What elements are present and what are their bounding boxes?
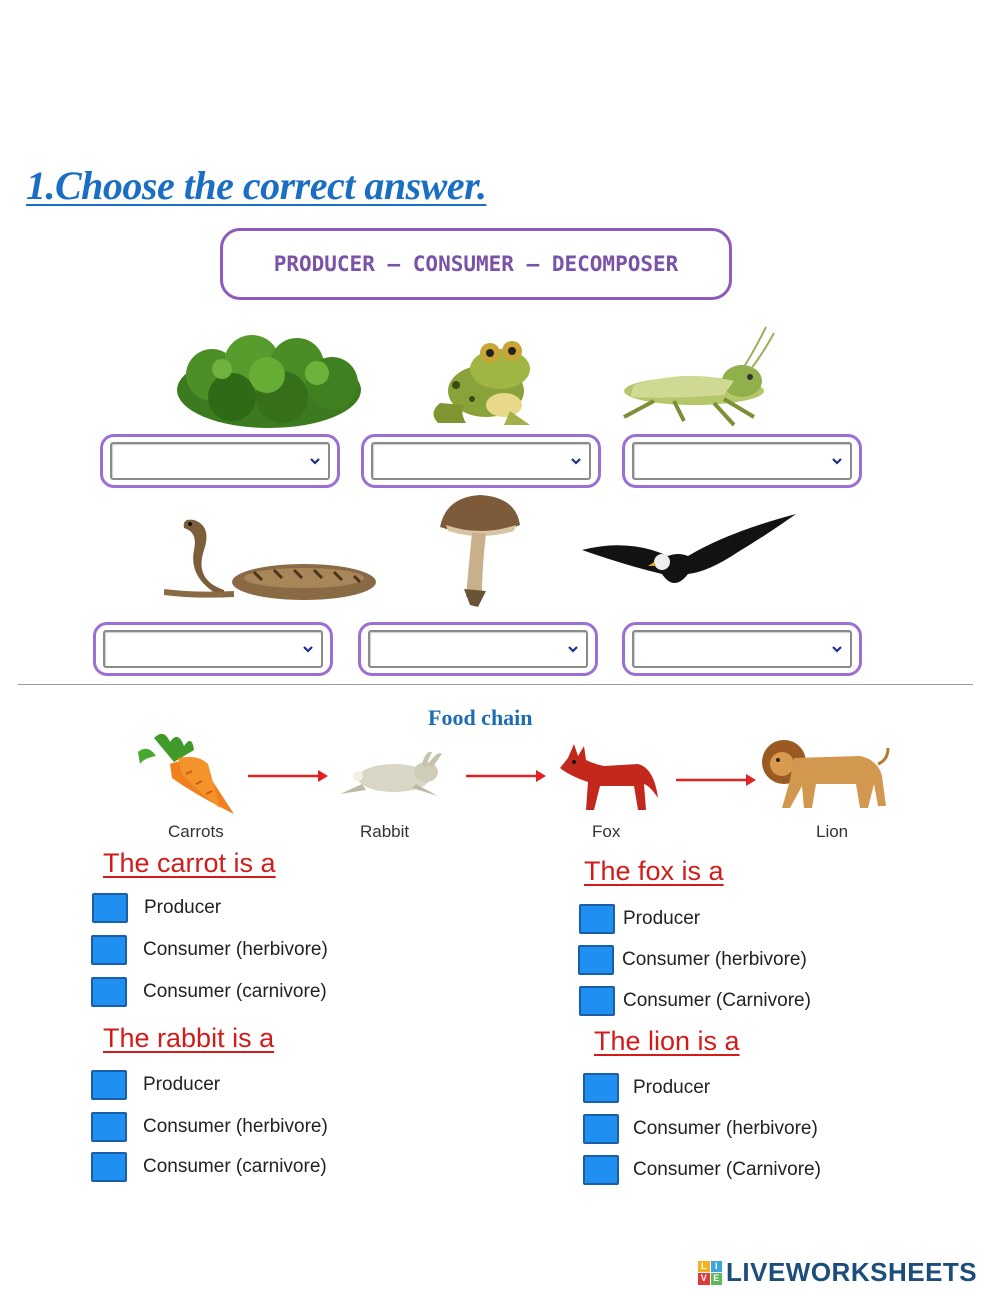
chevron-down-icon bbox=[302, 644, 314, 654]
exercise-title: 1.Choose the correct answer. bbox=[26, 163, 487, 208]
answer-dropdown-frame-4 bbox=[93, 622, 333, 676]
answer-dropdown-2[interactable] bbox=[371, 442, 591, 480]
chevron-down-icon bbox=[309, 456, 321, 466]
option-label: Producer bbox=[623, 908, 701, 929]
answer-dropdown-frame-6 bbox=[622, 622, 862, 676]
option-label: Consumer (carnivore) bbox=[143, 981, 327, 1002]
answer-checkbox[interactable] bbox=[583, 1155, 619, 1185]
answer-option[interactable] bbox=[578, 945, 807, 975]
answer-dropdown-6[interactable] bbox=[632, 630, 852, 668]
fox-icon bbox=[554, 742, 662, 812]
food-chain-label: Lion bbox=[816, 822, 849, 841]
answer-checkbox[interactable] bbox=[583, 1073, 619, 1103]
answer-dropdown-3[interactable] bbox=[632, 442, 852, 480]
word-bank: PRODUCER – CONSUMER – DECOMPOSER bbox=[220, 228, 732, 300]
option-label: Producer bbox=[143, 1074, 221, 1095]
answer-checkbox[interactable] bbox=[91, 1112, 127, 1142]
bush-icon bbox=[172, 335, 367, 430]
brand-name: LIVEWORKSHEETS bbox=[726, 1257, 978, 1287]
food-chain-label: Carrots bbox=[168, 822, 224, 841]
option-label: Consumer (carnivore) bbox=[143, 1156, 327, 1177]
answer-checkbox[interactable] bbox=[578, 945, 614, 975]
option-label: Consumer (Carnivore) bbox=[633, 1159, 821, 1180]
question-prompt: The lion is a bbox=[594, 1026, 740, 1056]
food-chain-label: Fox bbox=[592, 822, 621, 841]
answer-checkbox[interactable] bbox=[91, 935, 127, 965]
food-chain-label: Rabbit bbox=[360, 822, 410, 841]
option-label: Consumer (herbivore) bbox=[143, 1116, 328, 1137]
question-prompt: The rabbit is a bbox=[103, 1023, 275, 1053]
answer-option[interactable] bbox=[583, 1073, 710, 1103]
answer-checkbox[interactable] bbox=[91, 977, 127, 1007]
question-prompt: The fox is a bbox=[584, 856, 724, 886]
lion-icon bbox=[760, 736, 890, 812]
snake-icon bbox=[164, 510, 384, 610]
carrot-icon bbox=[134, 728, 239, 818]
answer-dropdown-frame-1 bbox=[100, 434, 340, 488]
eagle-icon bbox=[578, 512, 800, 602]
mushroom-icon bbox=[436, 493, 524, 611]
answer-dropdown-frame-5 bbox=[358, 622, 598, 676]
frog-icon bbox=[420, 333, 540, 429]
option-label: Consumer (herbivore) bbox=[622, 949, 807, 970]
answer-dropdown-frame-3 bbox=[622, 434, 862, 488]
food-chain-title: Food chain bbox=[428, 705, 533, 730]
answer-checkbox[interactable] bbox=[583, 1114, 619, 1144]
option-label: Producer bbox=[633, 1077, 711, 1098]
option-label: Consumer (Carnivore) bbox=[623, 990, 811, 1011]
answer-option[interactable] bbox=[92, 893, 221, 923]
chevron-down-icon bbox=[570, 456, 582, 466]
chevron-down-icon bbox=[831, 644, 843, 654]
section-divider bbox=[18, 684, 973, 685]
question-prompt: The carrot is a bbox=[103, 848, 276, 878]
arrow-right-icon bbox=[248, 768, 330, 784]
answer-option[interactable] bbox=[91, 935, 328, 965]
answer-checkbox[interactable] bbox=[579, 904, 615, 934]
chevron-down-icon bbox=[567, 644, 579, 654]
answer-checkbox[interactable] bbox=[92, 893, 128, 923]
answer-dropdown-4[interactable] bbox=[103, 630, 323, 668]
answer-option[interactable] bbox=[583, 1155, 821, 1185]
rabbit-icon bbox=[338, 750, 450, 800]
arrow-right-icon bbox=[466, 768, 548, 784]
answer-option[interactable] bbox=[579, 986, 811, 1016]
answer-option[interactable] bbox=[579, 904, 700, 934]
chevron-down-icon bbox=[831, 456, 843, 466]
answer-dropdown-1[interactable] bbox=[110, 442, 330, 480]
answer-dropdown-5[interactable] bbox=[368, 630, 588, 668]
answer-option[interactable] bbox=[91, 1112, 328, 1142]
answer-option[interactable] bbox=[91, 1152, 327, 1182]
answer-checkbox[interactable] bbox=[579, 986, 615, 1016]
liveworksheets-logo-icon: L I V E bbox=[698, 1261, 722, 1285]
option-label: Consumer (herbivore) bbox=[633, 1118, 818, 1139]
answer-option[interactable] bbox=[91, 977, 327, 1007]
answer-checkbox[interactable] bbox=[91, 1070, 127, 1100]
option-label: Producer bbox=[144, 897, 222, 918]
answer-option[interactable] bbox=[91, 1070, 220, 1100]
answer-dropdown-frame-2 bbox=[361, 434, 601, 488]
answer-checkbox[interactable] bbox=[91, 1152, 127, 1182]
option-label: Consumer (herbivore) bbox=[143, 939, 328, 960]
answer-option[interactable] bbox=[583, 1114, 818, 1144]
grasshopper-icon bbox=[614, 325, 779, 430]
liveworksheets-brand bbox=[698, 1257, 977, 1288]
arrow-right-icon bbox=[676, 772, 758, 788]
